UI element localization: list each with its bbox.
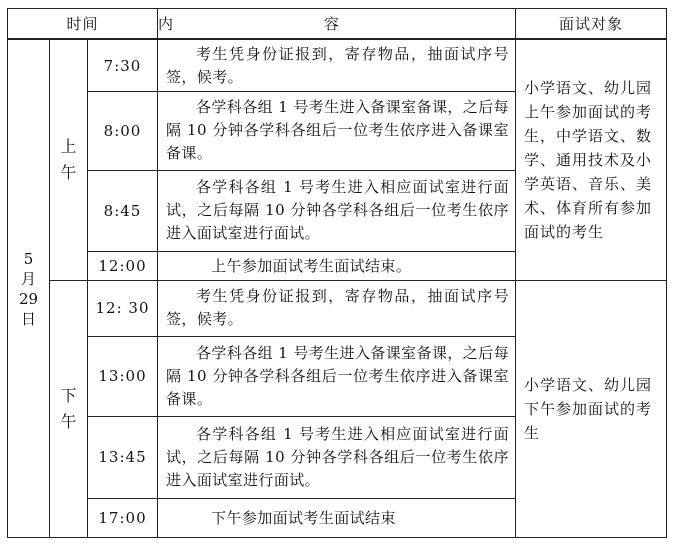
time-cell: 7:30: [88, 39, 158, 92]
header-time: 时间: [8, 9, 158, 40]
content-cell: 考生凭身份证报到，寄存物品，抽面试序号签，候考。: [158, 39, 516, 92]
time-cell: 13:45: [88, 416, 158, 499]
time-cell: 8:45: [88, 170, 158, 252]
time-cell: 12:00: [88, 252, 158, 281]
header-target: 面试对象: [516, 9, 667, 40]
time-cell: 8:00: [88, 92, 158, 171]
content-cell: 各学科各组 1 号考生进入备课室备课，之后每隔 10 分钟各学科各组后一位考生依序进入备课室备课。: [158, 336, 516, 416]
target-morning: 小学语文、幼儿园上午参加面试的考生，中学语文、数学、通用技术及小学英语、音乐、美术、体育所有参加面试的考生: [516, 39, 667, 280]
content-cell: 各学科各组 1 号考生进入备课室备课，之后每隔 10 分钟各学科各组后一位考生依序进入备课室备课。: [158, 92, 516, 171]
header-content-left: 内: [158, 15, 175, 34]
header-content-right: 容: [324, 15, 341, 34]
content-cell: 上午参加面试考生面试结束。: [158, 252, 516, 281]
target-afternoon: 小学语文、幼儿园下午参加面试的考生: [516, 280, 667, 537]
period-morning-char-1: 上: [60, 136, 77, 156]
date-unit: 日: [20, 309, 36, 328]
content-cell: 下午参加面试考生面试结束: [158, 499, 516, 538]
date-cell: [8, 39, 50, 537]
schedule-table: [7, 8, 667, 538]
date-day: 29: [18, 289, 39, 308]
header-content: [158, 9, 516, 40]
period-afternoon-char-2: 午: [60, 411, 77, 431]
table-row: [8, 39, 667, 92]
time-cell: 12: 30: [88, 280, 158, 336]
time-cell: 13:00: [88, 336, 158, 416]
table-row: [8, 280, 667, 336]
header-row: [8, 9, 667, 40]
content-cell: 各学科各组 1 号考生进入相应面试室进行面试，之后每隔 10 分钟各学科各组后一位考生依序进入面试室进行面试。: [158, 416, 516, 499]
period-afternoon-char-1: 下: [60, 385, 77, 405]
time-cell: 17:00: [88, 499, 158, 538]
period-morning-char-2: 午: [60, 162, 77, 182]
period-afternoon: [50, 280, 88, 537]
date-month: 月: [20, 269, 36, 288]
content-cell: 考生凭身份证报到，寄存物品，抽面试序号签，候考。: [158, 280, 516, 336]
content-cell: 各学科各组 1 号考生进入相应面试室进行面试，之后每隔 10 分钟各学科各组后一位考生依序进入面试室进行面试。: [158, 170, 516, 252]
date-digit: 5: [23, 249, 34, 268]
period-morning: [50, 39, 88, 280]
